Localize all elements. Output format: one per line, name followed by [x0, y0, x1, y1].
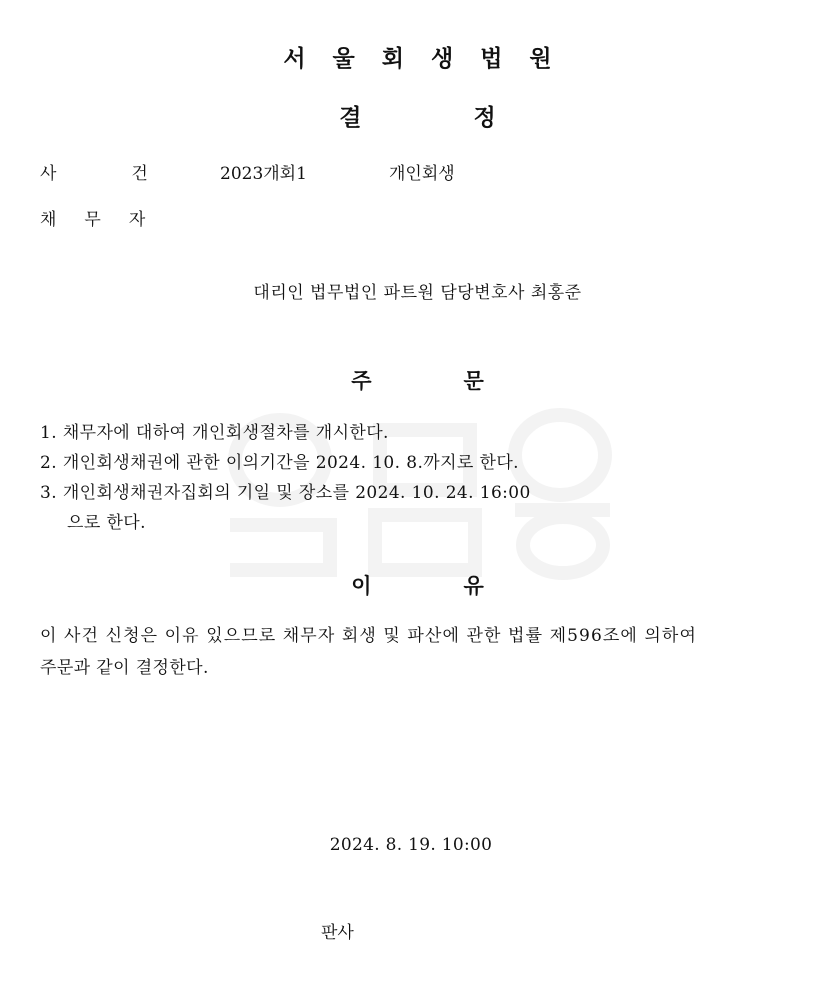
reason-text-line-2: 주문과 같이 결정한다.: [40, 658, 209, 678]
reason-heading: 이유: [351, 574, 576, 598]
debtor-label: 채무자: [40, 210, 174, 230]
order-item-3-continued: 으로 한다.: [67, 513, 146, 533]
order-item-2: 2. 개인회생채권에 관한 이의기간을 2024. 10. 8.까지로 한다.: [40, 453, 519, 473]
document-title: 결정: [339, 105, 608, 131]
case-number: 2023개회1: [220, 164, 307, 184]
order-item-3: 3. 개인회생채권자집회의 기일 및 장소를 2024. 10. 24. 16:00: [40, 483, 531, 503]
order-heading: 주문: [351, 369, 576, 393]
court-name: 서울회생법원: [283, 46, 579, 72]
decision-date: 2024. 8. 19. 10:00: [329, 835, 493, 855]
case-type: 개인회생: [389, 164, 455, 184]
case-label: 사건: [40, 164, 223, 184]
debtor-agent: 대리인 법무법인 파트원 담당변호사 최홍준: [253, 283, 582, 303]
judge-label: 판사: [321, 923, 354, 943]
order-item-1: 1. 채무자에 대하여 개인회생절차를 개시한다.: [40, 423, 389, 443]
reason-text-line-1: 이 사건 신청은 이유 있으므로 채무자 회생 및 파산에 관한 법률 제596조에 의하여: [40, 626, 697, 646]
